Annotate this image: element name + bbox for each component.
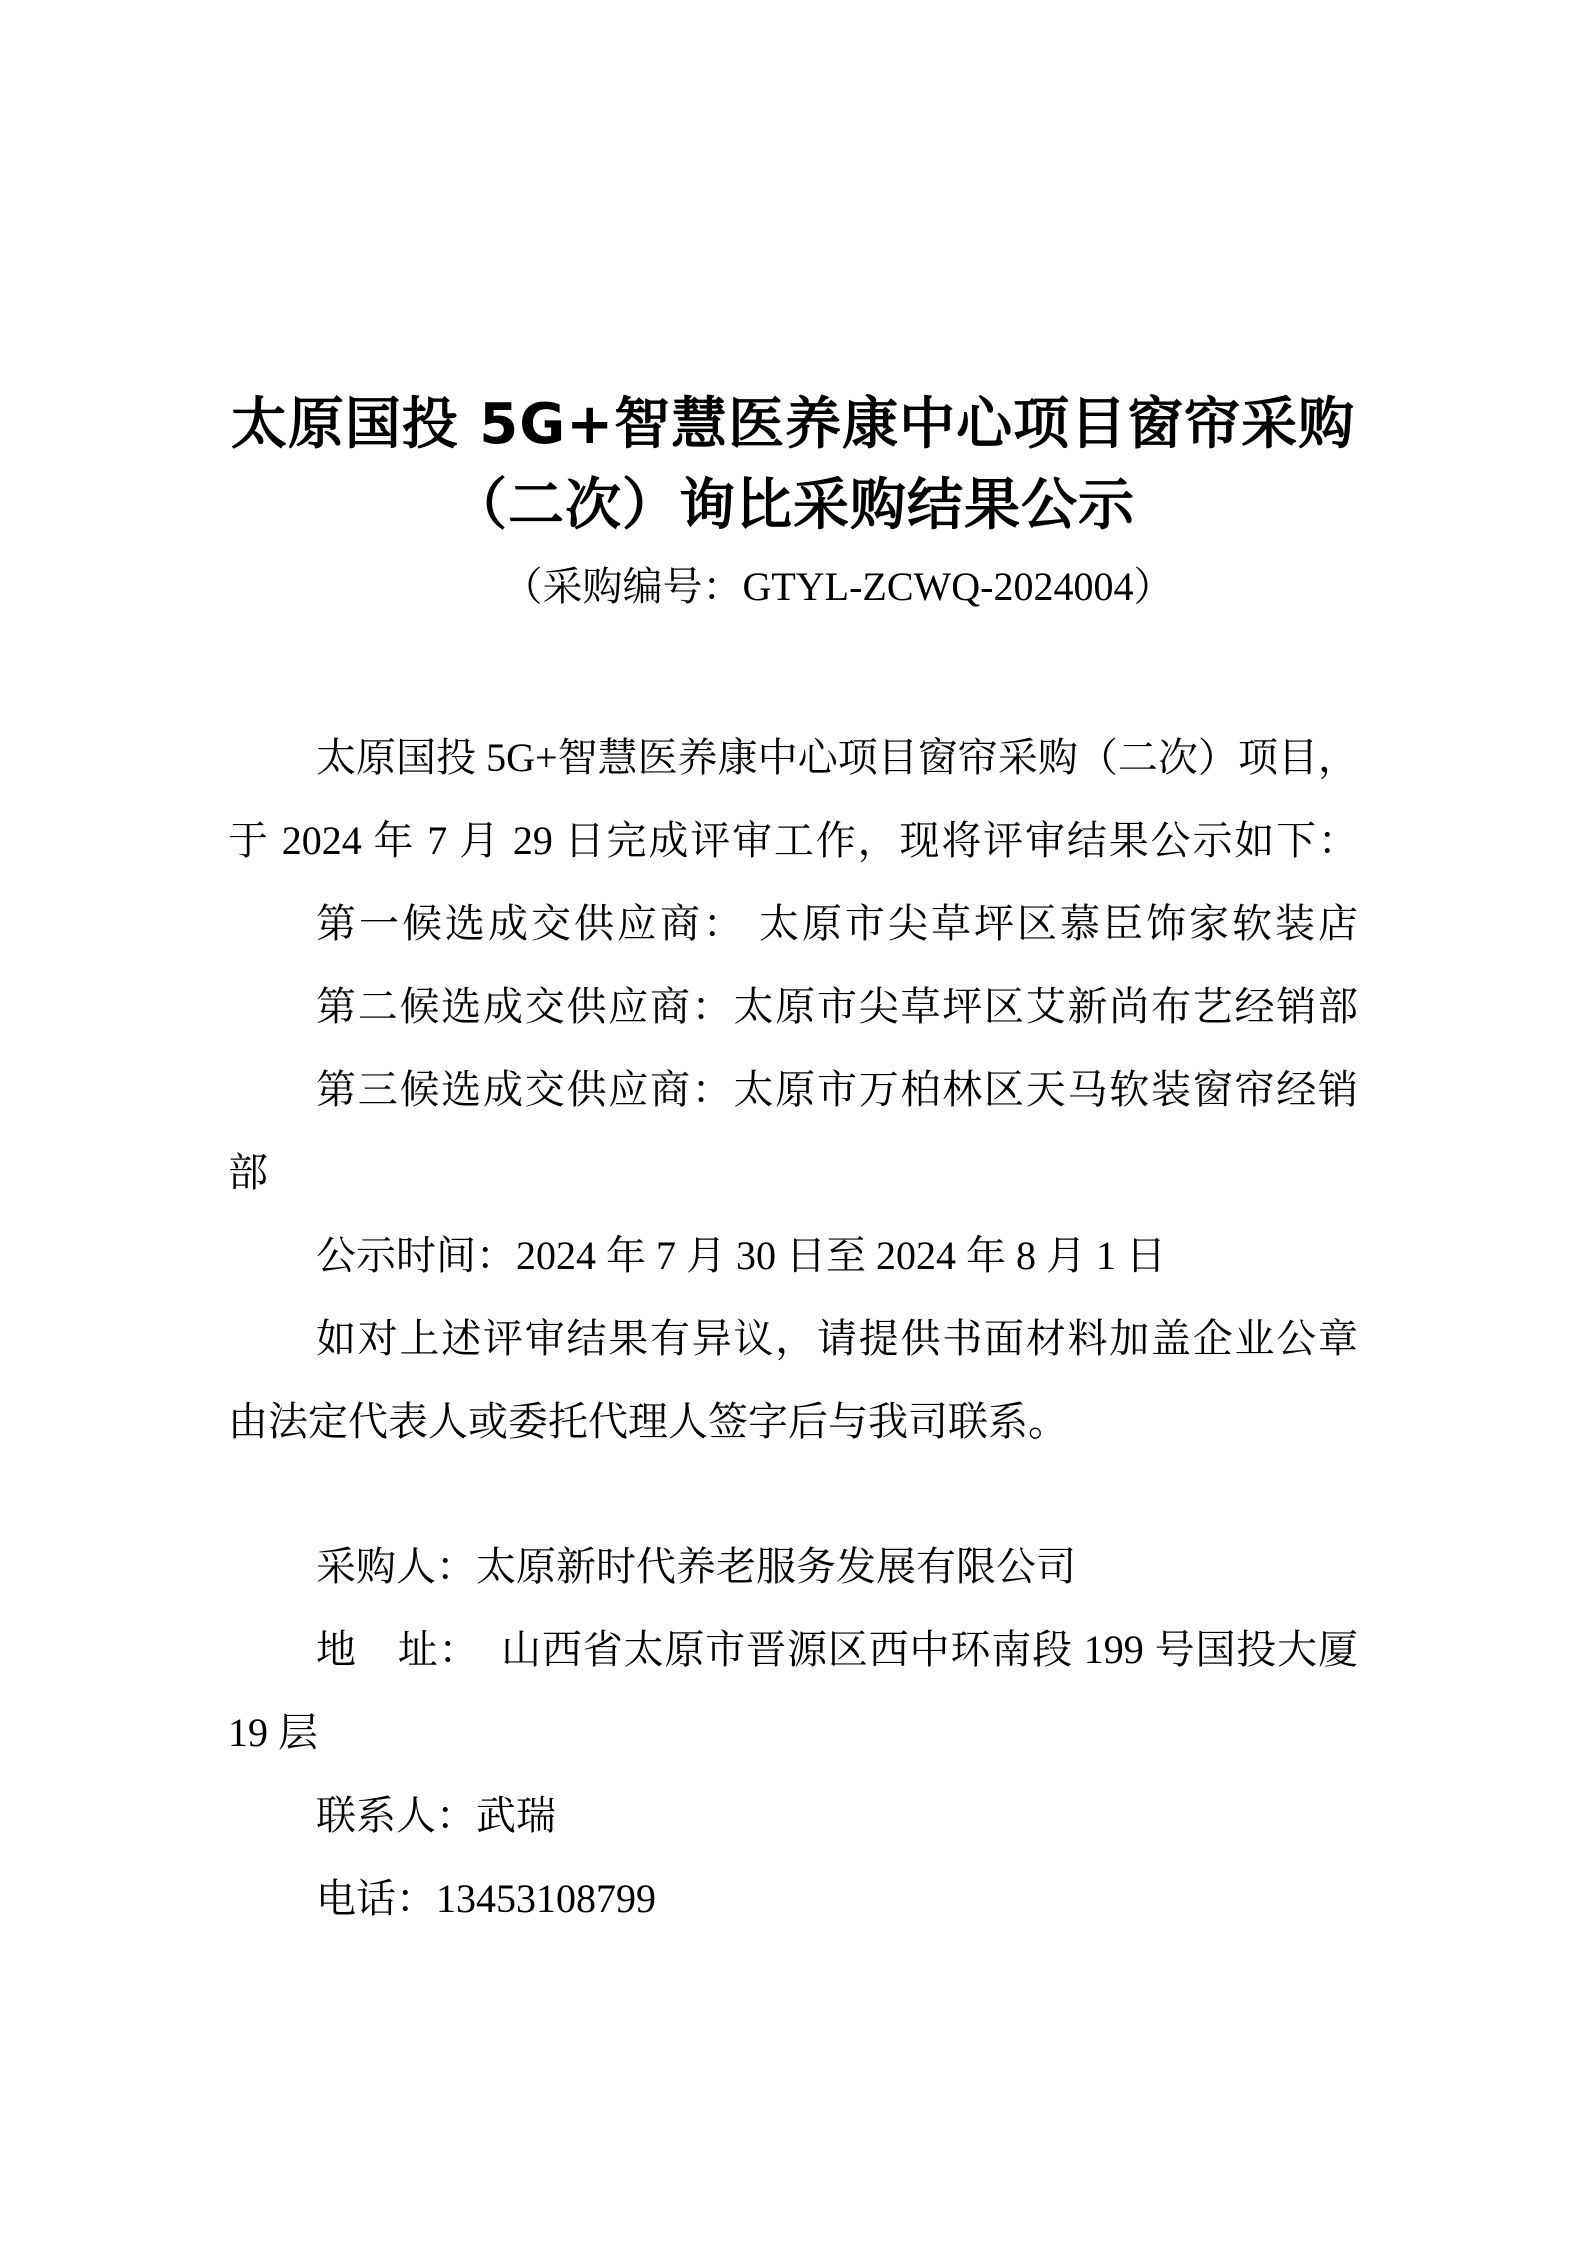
body-line: 由法定代表人或委托代理人签字后与我司联系。	[228, 1399, 1068, 1444]
body-line: 联系人：武瑞	[316, 1793, 556, 1838]
body-line: 第一候选成交供应商： 太原市尖草坪区慕臣饰家软装店	[316, 901, 1358, 946]
body-line: 第三候选成交供应商：太原市万柏林区天马软装窗帘经销	[316, 1067, 1358, 1112]
body-line: 采购人：太原新时代养老服务发展有限公司	[316, 1544, 1076, 1589]
body-line: 19 层	[228, 1710, 318, 1755]
body-line: 如对上述评审结果有异议，请提供书面材料加盖企业公章	[316, 1316, 1358, 1361]
procurement-number: （采购编号：GTYL-ZCWQ-2024004）	[502, 564, 1174, 609]
body-line: 电话：13453108799	[316, 1876, 656, 1921]
body-line: 地 址： 山西省太原市晋源区西中环南段 199 号国投大厦	[316, 1627, 1358, 1672]
body-line: 太原国投 5G+智慧医养康中心项目窗帘采购（二次）项目，	[316, 735, 1358, 780]
document-title-line2: （二次）询比采购结果公示	[451, 473, 1135, 538]
document-content	[0, 384, 1587, 1940]
document-title	[228, 384, 1358, 546]
body-line: 部	[228, 1150, 268, 1195]
body-line: 于 2024 年 7 月 29 日完成评审工作，现将评审结果公示如下：	[228, 818, 1358, 863]
body-line: 公示时间：2024 年 7 月 30 日至 2024 年 8 月 1 日	[316, 1233, 1166, 1278]
document-body	[228, 716, 1358, 1940]
body-line: 第二候选成交供应商：太原市尖草坪区艾新尚布艺经销部	[316, 984, 1358, 1029]
body-line-blank	[228, 1463, 1358, 1525]
document-title-line1: 太原国投 5G+智慧医养康中心项目窗帘采购	[230, 392, 1356, 457]
